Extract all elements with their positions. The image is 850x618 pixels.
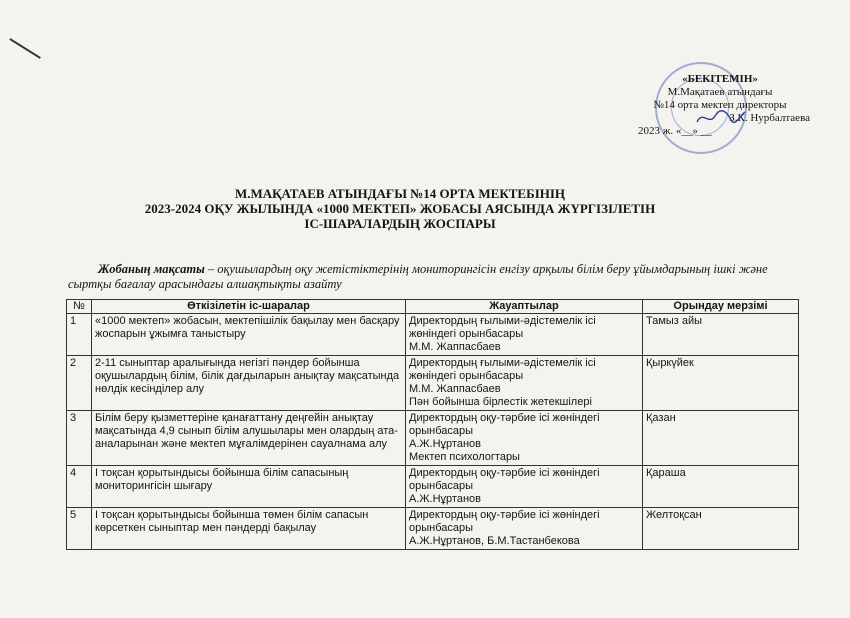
responsible-line: Директордың оқу-тәрбие ісі жөніндегі	[409, 509, 600, 521]
responsible-line: жөніндегі орынбасары	[409, 328, 524, 340]
document-title	[100, 186, 700, 231]
row-deadline: Қазан	[643, 411, 799, 466]
row-responsible	[406, 466, 643, 508]
approval-org: М.Мақатаев атындағы	[667, 86, 773, 98]
responsible-line: орынбасары	[409, 425, 474, 437]
title-line-1: М.МАҚАТАЕВ АТЫНДАҒЫ №14 ОРТА МЕКТЕБІНІҢ	[234, 186, 566, 201]
row-deadline: Қараша	[643, 466, 799, 508]
row-num: 2	[67, 356, 92, 411]
row-deadline: Желтоқсан	[643, 508, 799, 550]
row-num: 5	[67, 508, 92, 550]
header-deadline: Орындау мерзімі	[643, 300, 799, 314]
row-activity: І тоқсан қорытындысы бойынша төмен білім сапасын көрсеткен сыныптар мен пәндерді бақылау	[92, 508, 406, 550]
responsible-line: жөніндегі орынбасары	[409, 370, 524, 382]
row-activity: Білім беру қызметтеріне қанағаттану деңгейін анықтау мақсатында 4,9 сынып білім алушылары мен олардың ата-аналарынан және мектеп мұғалімдерінен сауалнама алу	[92, 411, 406, 466]
row-responsible	[406, 508, 643, 550]
activity-plan-table	[66, 299, 799, 550]
responsible-line: М.М. Жаппасбаев	[409, 383, 501, 395]
row-num: 4	[67, 466, 92, 508]
director-signature	[695, 108, 747, 128]
responsible-line: Директордың ғылыми-әдістемелік ісі	[409, 315, 596, 327]
goal-text: – оқушылардың оқу жетістіктерінің мониторингісін енгізу арқылы білім беру ұйымдарының ішкі және сыртқы бағалау арасындағы алшақтықты азайту	[68, 262, 768, 291]
approval-director: З.К. Нурбалтаева	[729, 112, 810, 124]
table-row	[67, 314, 799, 356]
row-deadline: Тамыз айы	[643, 314, 799, 356]
header-responsible: Жауаптылар	[406, 300, 643, 314]
responsible-line: М.М. Жаппасбаев	[409, 341, 501, 353]
row-responsible	[406, 411, 643, 466]
title-line-3: ІС-ШАРАЛАРДЫҢ ЖОСПАРЫ	[304, 216, 496, 231]
responsible-line: Пән бойынша бірлестік жетекшілері	[409, 396, 592, 408]
approval-org-2: №14 орта мектеп директоры	[653, 99, 787, 111]
approval-block	[620, 73, 820, 138]
responsible-line: орынбасары	[409, 522, 474, 534]
project-goal	[68, 262, 798, 292]
header-activity: Өткізілетін іс-шаралар	[92, 300, 406, 314]
responsible-line: Директордың оқу-тәрбие ісі жөніндегі	[409, 467, 600, 479]
approval-heading: «БЕКІТЕМІН»	[682, 73, 758, 85]
table-row	[67, 411, 799, 466]
row-responsible	[406, 314, 643, 356]
row-deadline: Қыркүйек	[643, 356, 799, 411]
table-row	[67, 466, 799, 508]
row-activity: 2-11 сыныптар аралығында негізгі пәндер бойынша оқушылардың білім, білік дағдыларын анықтау мақсатында нөлдік кесінділер алу	[92, 356, 406, 411]
responsible-line: Директордың ғылыми-әдістемелік ісі	[409, 357, 596, 369]
row-num: 1	[67, 314, 92, 356]
table-row	[67, 356, 799, 411]
row-responsible	[406, 356, 643, 411]
title-line-2: 2023-2024 ОҚУ ЖЫЛЫНДА «1000 МЕКТЕП» ЖОБАСЫ АЯСЫНДА ЖҮРГІЗІЛЕТІН	[144, 201, 656, 216]
goal-label: Жобаның мақсаты	[98, 262, 205, 276]
responsible-line: А.Ж.Нұртанов, Б.М.Тастанбекова	[409, 535, 580, 547]
header-num: №	[67, 300, 92, 314]
row-activity: І тоқсан қорытындысы бойынша білім сапасының мониторингісін шығару	[92, 466, 406, 508]
table-row	[67, 508, 799, 550]
responsible-line: А.Ж.Нұртанов	[409, 438, 481, 450]
responsible-line: орынбасары	[409, 480, 474, 492]
scan-mark	[10, 38, 41, 58]
responsible-line: Мектеп психологтары	[409, 451, 520, 463]
responsible-line: А.Ж.Нұртанов	[409, 493, 481, 505]
row-activity: «1000 мектеп» жобасын, мектепішілік бақылау мен басқару жоспарын ұжымға таныстыру	[92, 314, 406, 356]
responsible-line: Директордың оқу-тәрбие ісі жөніндегі	[409, 412, 600, 424]
row-num: 3	[67, 411, 92, 466]
approval-date: 2023 ж. «__» __	[638, 125, 712, 137]
